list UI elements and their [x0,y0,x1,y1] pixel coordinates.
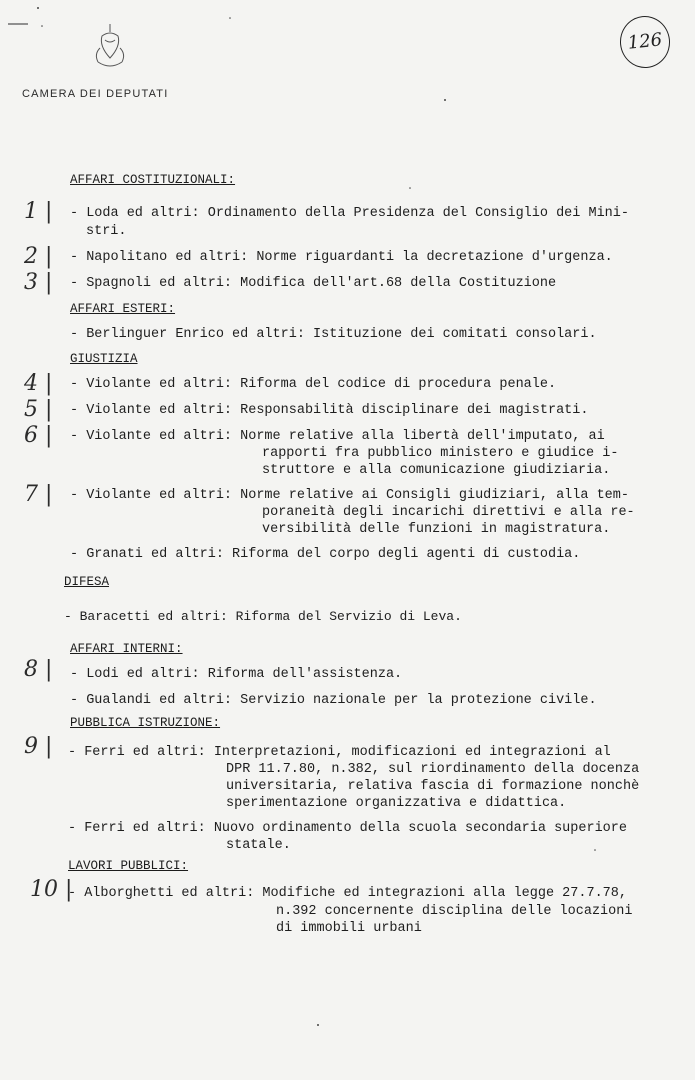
item-line: statale. [226,838,291,853]
handwritten-number: 9 | [24,734,53,759]
section-heading: AFFARI ESTERI: [70,302,176,316]
item-line: di immobili urbani [276,921,422,936]
item-line: - Loda ed altri: Ordinamento della Presidenza del Consiglio dei Mini- [70,206,629,221]
item-line: - Gualandi ed altri: Servizio nazionale per la protezione civile. [70,693,597,708]
handwritten-number: 2 | [24,244,53,269]
section-heading: GIUSTIZIA [70,352,138,366]
item-line: stri. [86,224,127,239]
page-number-stamp: 126 [617,14,672,71]
handwritten-number: 7 | [24,482,53,507]
item-line: - Violante ed altri: Norme relative ai Consigli giudiziari, alla tem- [70,488,629,503]
section-heading: AFFARI COSTITUZIONALI: [70,173,236,187]
item-line: - Alborghetti ed altri: Modifiche ed integrazioni alla legge 27.7.78, [68,886,627,901]
item-line: - Ferri ed altri: Nuovo ordinamento della scuola secondaria superiore [68,821,627,836]
handwritten-number: 8 | [24,657,53,682]
item-line: - Violante ed altri: Responsabilità disciplinare dei magistrati. [70,403,589,418]
handwritten-number: 10 | [30,877,73,902]
item-line: - Spagnoli ed altri: Modifica dell'art.68 della Costituzione [70,276,557,291]
item-line: - Lodi ed altri: Riforma dell'assistenza. [70,667,403,682]
section-heading: PUBBLICA ISTRUZIONE: [70,716,221,730]
item-line: versibilità delle funzioni in magistratura. [262,522,611,537]
item-line: sperimentazione organizzativa e didattica. [226,796,567,811]
handwritten-number: 5 | [24,397,53,422]
handwritten-number: 4 | [24,371,53,396]
item-line: - Granati ed altri: Riforma del corpo degli agenti di custodia. [70,547,581,562]
section-heading: AFFARI INTERNI: [70,642,183,656]
item-line: DPR 11.7.80, n.382, sul riordinamento della docenza [226,762,640,777]
item-line: n.392 concernente disciplina delle locazioni [276,904,633,919]
section-heading: LAVORI PUBBLICI: [68,859,189,873]
item-line: - Baracetti ed altri: Riforma del Servizio di Leva. [64,609,462,624]
handwritten-number: 3 | [24,270,53,295]
institution-header: CAMERA DEI DEPUTATI [22,88,169,100]
section-heading: DIFESA [64,575,110,589]
item-line: universitaria, relativa fascia di formazione nonchè [226,779,640,794]
item-line: rapporti fra pubblico ministero e giudice i- [262,446,619,461]
handwritten-number: 1 | [24,199,53,224]
item-line: - Ferri ed altri: Interpretazioni, modificazioni ed integrazioni al [68,745,611,760]
item-line: - Violante ed altri: Riforma del codice di procedura penale. [70,377,557,392]
item-line: - Napolitano ed altri: Norme riguardanti la decretazione d'urgenza. [70,250,613,265]
handwritten-number: 6 | [24,423,53,448]
item-line: - Berlinguer Enrico ed altri: Istituzione dei comitati consolari. [70,327,597,342]
item-line: struttore e alla comunicazione giudiziaria. [262,463,611,478]
item-line: poraneità degli incarichi direttivi e alla re- [262,505,635,520]
item-line: - Violante ed altri: Norme relative alla libertà dell'imputato, ai [70,429,605,444]
